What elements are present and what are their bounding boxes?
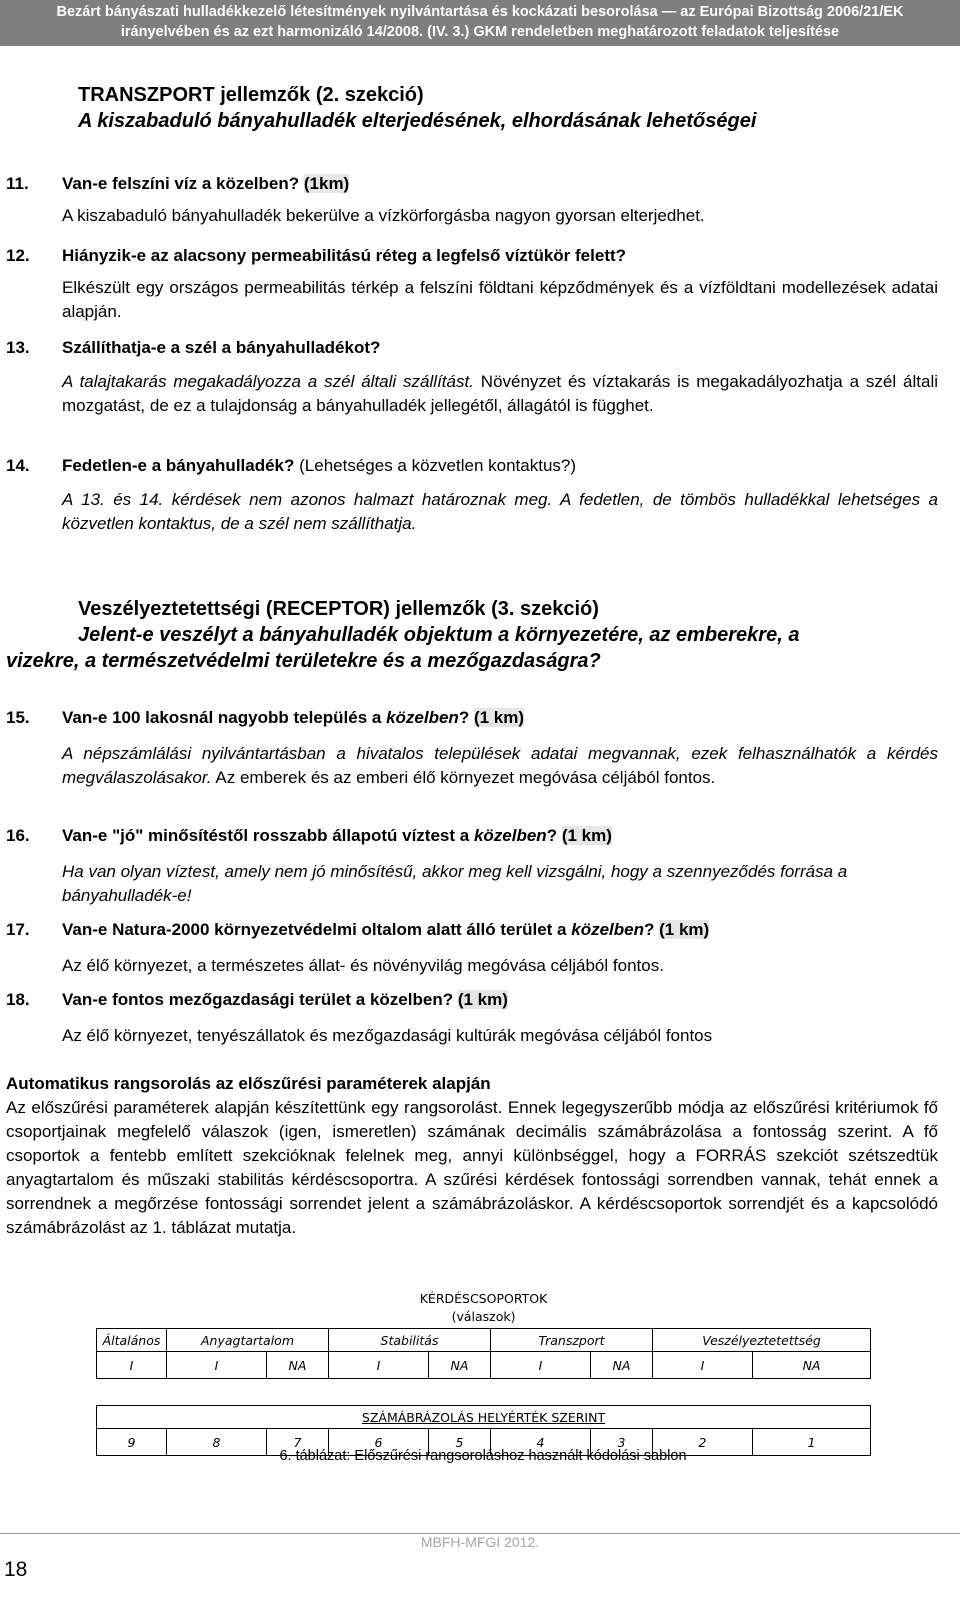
- place-value-cell: 6: [329, 1429, 429, 1456]
- group-cell-altalanos: Általános: [97, 1329, 167, 1352]
- answer-cell: NA: [753, 1352, 871, 1379]
- place-value-header: [97, 1406, 871, 1429]
- q11-question: Van-e felszíni víz a közelben? (1km): [62, 174, 350, 193]
- transport-subtitle: A kiszabaduló bányahulladék elterjedésének, elhordásának lehetőségei: [78, 110, 757, 132]
- group-cell-transzport: Transzport: [491, 1329, 653, 1352]
- place-value-cell: 8: [167, 1429, 267, 1456]
- q11-number: 11.: [6, 174, 29, 193]
- transport-title: TRANSZPORT jellemzők (2. szekció): [78, 84, 424, 106]
- answer-cell: NA: [591, 1352, 653, 1379]
- q14-question: Fedetlen-e a bányahulladék? (Lehetséges a közvetlen kontaktus?): [62, 456, 577, 475]
- q18-number: 18.: [6, 990, 30, 1009]
- footer-text: MBFH-MFGI 2012.: [420, 1534, 540, 1550]
- table-spacer: [97, 1379, 871, 1406]
- receptor-subtitle: Jelent-e veszélyt a bányahulladék objektum a környezetére, az emberekre, a vizekre, a természetvédelmi területekre és a mezőgazdaságra?: [6, 624, 800, 672]
- answer-cell: I: [97, 1352, 167, 1379]
- header-line-1: Bezárt bányászati hulladékkezelő létesítmények nyilvántartása és kockázati besorolása — az Európai Bizottság 2006/21/EK: [56, 4, 904, 20]
- answer-cell: I: [329, 1352, 429, 1379]
- q14-answer: A 13. és 14. kérdések nem azonos halmazt határoznak meg. A fedetlen, de tömbös hulladékkal lehetséges a közvetlen kontaktus, de a szél nem szállíthatja.: [62, 490, 938, 533]
- answers-label: (válaszok): [451, 1309, 516, 1324]
- answer-cell: NA: [267, 1352, 329, 1379]
- answer-cell: I: [167, 1352, 267, 1379]
- q13-number: 13.: [6, 338, 30, 357]
- q15-question: Van-e 100 lakosnál nagyobb település a közelben? (1 km): [62, 708, 525, 727]
- q17-question: Van-e Natura-2000 környezetvédelmi oltalom alatt álló terület a közelben? (1 km): [62, 920, 710, 939]
- group-cell-stabilitas: Stabilitás: [329, 1329, 491, 1352]
- answer-cell: I: [491, 1352, 591, 1379]
- auto-ranking-title: Automatikus rangsorolás az előszűrési paraméterek alapján: [6, 1074, 491, 1093]
- q16-number: 16.: [6, 826, 30, 845]
- place-value-cell: 4: [491, 1429, 591, 1456]
- q16-answer: Ha van olyan víztest, amely nem jó minősítésű, akkor meg kell vizsgálni, hogy a szennyeződés forrása a bányahulladék-e!: [62, 862, 848, 905]
- q18-question: Van-e fontos mezőgazdasági terület a közelben? (1 km): [62, 990, 508, 1009]
- q17-answer: Az élő környezet, a természetes állat- és növényvilág megóvása céljából fontos.: [62, 956, 664, 975]
- q12-number: 12.: [6, 246, 30, 265]
- answer-cell: NA: [429, 1352, 491, 1379]
- place-value-cell: 1: [753, 1429, 871, 1456]
- q18-answer: Az élő környezet, tenyészállatok és mezőgazdasági kultúrák megóvása céljából fontos: [62, 1026, 713, 1045]
- q15-answer: A népszámlálási nyilvántartásban a hivatalos települések adatai megvannak, ezek felhasználhatók a kérdés megválaszolásakor. Az emberek és az emberi élő környezet megóvása céljából fontos.: [62, 744, 938, 787]
- group-cell-anyagtartalom: Anyagtartalom: [167, 1329, 329, 1352]
- q14-number: 14.: [6, 456, 30, 475]
- place-value-cell: 9: [97, 1429, 167, 1456]
- coding-template-table: [96, 1284, 871, 1456]
- place-value-cell: 3: [591, 1429, 653, 1456]
- q12-answer: Elkészült egy országos permeabilitás térkép a felszíni földtani képződmények és a vízföldtani modellezések adatai alapján.: [62, 278, 938, 321]
- question-groups-label: KÉRDÉSCSOPORTOK: [419, 1291, 548, 1306]
- q15-number: 15.: [6, 708, 30, 727]
- place-value-cell: 2: [653, 1429, 753, 1456]
- auto-ranking-body: Az előszűrési paraméterek alapján készítettünk egy rangsorolást. Ennek legegyszerűbb módja az előszűrési kritériumok fő csoportjainak megfelelő válaszok (igen, ismeretlen) számának decimális számábrázolása a fontosság szerint. A fő csoportok a fentebb említett szekcióknak felelnek meg, annyi különbséggel, hogy a FORRÁS szekciót szétszedtük anyagtartalom és műszaki stabilitás kérdéscsoportra. A szűrési kérdések fontossági sorrendben vannak, tehát ennek a sorrendnek a megőrzése fontossági sorrendet jelent a számábrázoláskor. A kérdéscsoportok sorrendjét és a kapcsolódó számábrázolást az 1. táblázat mutatja.: [6, 1098, 938, 1237]
- question-groups-header: [97, 1284, 871, 1329]
- q13-answer: A talajtakarás megakadályozza a szél általi szállítást. Növényzet és víztakarás is megakadályozhatja a szél általi mozgatást, de ez a tulajdonság a bányahulladék jellegétől, állagától is függhet.: [62, 372, 938, 415]
- place-value-cell: 5: [429, 1429, 491, 1456]
- receptor-title: Veszélyeztetettségi (RECEPTOR) jellemzők (3. szekció): [78, 598, 599, 620]
- page-number: 18: [4, 1558, 28, 1581]
- q13-question: Szállíthatja-e a szél a bányahulladékot?: [62, 338, 381, 357]
- running-header: [0, 0, 960, 46]
- q11-answer: A kiszabaduló bányahulladék bekerülve a vízkörforgásba nagyon gyorsan elterjedhet.: [62, 206, 705, 225]
- table-caption: 6. táblázat: Előszűrési rangsoroláshoz használt kódolási sablon: [279, 1448, 687, 1464]
- answer-cell: I: [653, 1352, 753, 1379]
- q16-question: Van-e "jó" minősítéstől rosszabb állapotú víztest a közelben? (1 km): [62, 826, 612, 845]
- q17-number: 17.: [6, 920, 30, 939]
- header-line-2: irányelvében és az ezt harmonizáló 14/2008. (IV. 3.) GKM rendeletben meghatározott feladatok teljesítése: [120, 24, 840, 40]
- place-value-cell: 7: [267, 1429, 329, 1456]
- group-cell-veszelyeztetettseg: Veszélyeztetettség: [653, 1329, 871, 1352]
- place-value-label: SZÁMÁBRÁZOLÁS HELYÉRTÉK SZERINT: [361, 1409, 606, 1425]
- q12-question: Hiányzik-e az alacsony permeabilitású réteg a legfelső víztükör felett?: [62, 246, 627, 265]
